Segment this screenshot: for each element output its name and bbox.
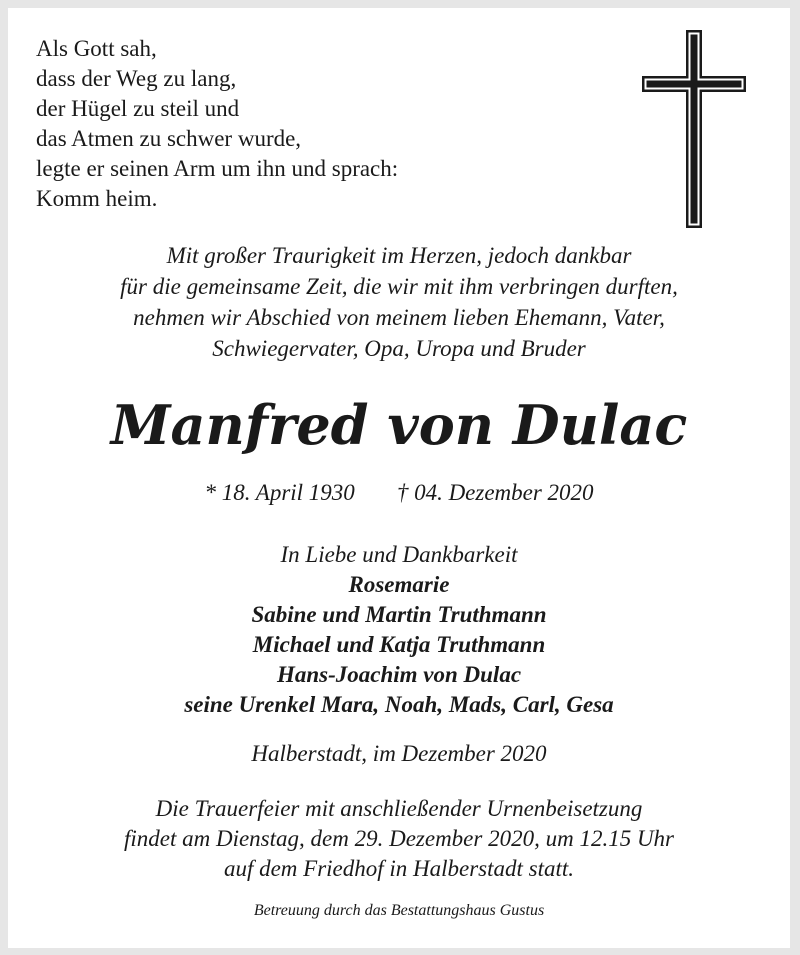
family-member: Hans-Joachim von Dulac xyxy=(276,662,522,687)
place-date: Halberstadt, im Dezember 2020 xyxy=(251,741,547,766)
cross-icon xyxy=(642,30,746,228)
family-signature xyxy=(8,540,790,720)
funeral-home-credit: Betreuung durch das Bestattungshaus Gustus xyxy=(253,902,545,919)
ceremony-line: findet am Dienstag, dem 29. Dezember 2020, um 12.15 Uhr xyxy=(123,826,675,851)
poem-line: legte er seinen Arm um ihn und sprach: xyxy=(36,156,399,181)
family-member: Michael und Katja Truthmann xyxy=(252,632,546,657)
family-member: Sabine und Martin Truthmann xyxy=(251,602,547,627)
poem-line: der Hügel zu steil und xyxy=(36,96,240,121)
poem-line: Komm heim. xyxy=(36,186,158,211)
poem-line: dass der Weg zu lang, xyxy=(36,66,237,91)
intro-text xyxy=(8,240,790,364)
intro-line: Mit großer Traurigkeit im Herzen, jedoch dankbar xyxy=(166,243,632,268)
ceremony-info xyxy=(8,794,790,884)
death-date: † 04. Dezember 2020 xyxy=(396,480,594,505)
intro-line: nehmen wir Abschied von meinem lieben Ehemann, Vater, xyxy=(133,305,665,330)
poem-line: Als Gott sah, xyxy=(36,36,157,61)
poem xyxy=(36,34,398,214)
deceased-name: Manfred von Dulac xyxy=(110,393,688,457)
life-dates xyxy=(8,478,790,508)
birth-date: * 18. April 1930 xyxy=(204,480,355,505)
ceremony-line: auf dem Friedhof in Halberstadt statt. xyxy=(223,856,575,881)
family-member: seine Urenkel Mara, Noah, Mads, Carl, Gesa xyxy=(184,692,614,717)
family-heading: In Liebe und Dankbarkeit xyxy=(280,542,518,567)
intro-line: für die gemeinsame Zeit, die wir mit ihm verbringen durften, xyxy=(120,274,678,299)
family-member: Rosemarie xyxy=(348,572,450,597)
ceremony-line: Die Trauerfeier mit anschließender Urnenbeisetzung xyxy=(155,796,643,821)
obituary-notice xyxy=(8,8,790,948)
poem-line: das Atmen zu schwer wurde, xyxy=(36,126,302,151)
intro-line: Schwiegervater, Opa, Uropa und Bruder xyxy=(212,336,586,361)
